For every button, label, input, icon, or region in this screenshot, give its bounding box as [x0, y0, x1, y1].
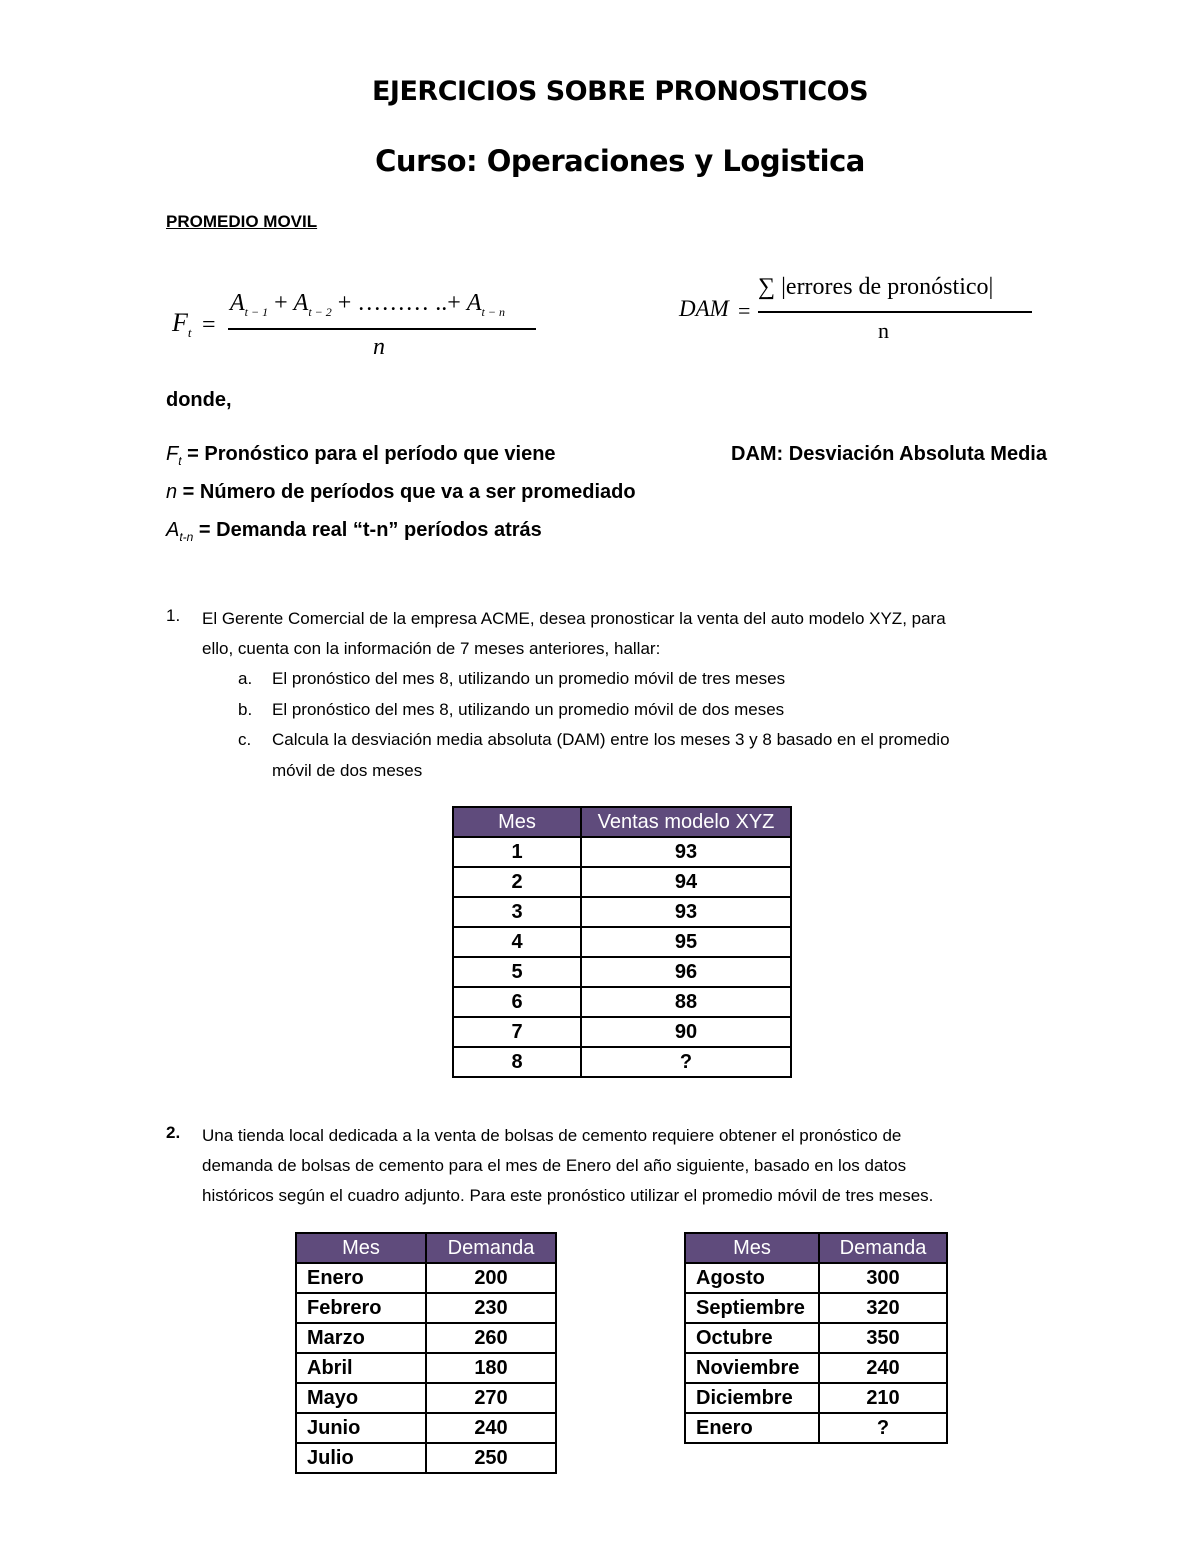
donde-label: donde, — [166, 389, 232, 411]
table-cell: 88 — [581, 987, 791, 1017]
dam-fraction-bar — [758, 311, 1032, 313]
column-header-demanda: Demanda — [819, 1233, 947, 1263]
table-cell: Diciembre — [685, 1383, 819, 1413]
document-title: EJERCICIOS SOBRE PRONOSTICOS — [371, 76, 869, 107]
exercise-2-number: 2. — [166, 1123, 181, 1142]
sales-table — [452, 806, 792, 1078]
section-heading: PROMEDIO MOVIL — [166, 212, 318, 231]
table-cell: 350 — [819, 1323, 947, 1353]
exercise-1-item-b: El pronóstico del mes 8, utilizando un promedio móvil de dos meses — [272, 700, 785, 719]
table-cell: Febrero — [296, 1293, 426, 1323]
table-cell: 240 — [426, 1413, 556, 1443]
definition-dam: DAM: Desviación Absoluta Media — [731, 443, 1047, 465]
table-row — [296, 1383, 556, 1413]
table-cell: Junio — [296, 1413, 426, 1443]
table-cell: 1 — [453, 837, 581, 867]
demand-table-right — [684, 1232, 948, 1444]
table-row — [296, 1323, 556, 1353]
dam-formula-numerator: ∑ |errores de pronóstico| — [758, 274, 994, 300]
table-row — [296, 1413, 556, 1443]
table-cell: 8 — [453, 1047, 581, 1077]
exercise-1-item-c-label: c. — [238, 730, 252, 749]
table-cell: 2 — [453, 867, 581, 897]
definition-a: $A_{t-n}$ = Demanda real “t-n” períodos atrás — [166, 519, 542, 544]
exercise-1-item-b-label: b. — [238, 700, 253, 719]
table-cell: 93 — [581, 837, 791, 867]
exercise-1-item-a: El pronóstico del mes 8, utilizando un promedio móvil de tres meses — [272, 669, 786, 688]
table-cell: 250 — [426, 1443, 556, 1473]
table-row — [685, 1263, 947, 1293]
table-cell: 270 — [426, 1383, 556, 1413]
exercise-2-line-2: demanda de bolsas de cemento para el mes de Enero del año siguiente, basado en los datos — [202, 1156, 907, 1175]
table-row — [453, 957, 791, 987]
table-cell: Noviembre — [685, 1353, 819, 1383]
table-cell: 240 — [819, 1353, 947, 1383]
formula-equals: = — [202, 312, 216, 338]
table-cell: 320 — [819, 1293, 947, 1323]
table-cell: Enero — [296, 1263, 426, 1293]
table-row — [685, 1293, 947, 1323]
table-cell: 90 — [581, 1017, 791, 1047]
table-cell: ? — [581, 1047, 791, 1077]
table-header-row — [296, 1233, 556, 1263]
table-header-row — [453, 807, 791, 837]
table-cell: 180 — [426, 1353, 556, 1383]
table-cell: Marzo — [296, 1323, 426, 1353]
column-header-demanda: Demanda — [426, 1233, 556, 1263]
demand-table-left — [295, 1232, 557, 1474]
moving-average-formula — [170, 282, 550, 362]
table-cell: Septiembre — [685, 1293, 819, 1323]
table-row — [453, 837, 791, 867]
table-cell: ? — [819, 1413, 947, 1443]
table-row — [685, 1323, 947, 1353]
table-cell: 200 — [426, 1263, 556, 1293]
table-cell: Agosto — [685, 1263, 819, 1293]
dam-formula — [676, 270, 1046, 350]
table-cell: 93 — [581, 897, 791, 927]
table-cell: 5 — [453, 957, 581, 987]
table-row — [685, 1383, 947, 1413]
table-cell: 210 — [819, 1383, 947, 1413]
table-cell: 300 — [819, 1263, 947, 1293]
exercise-1-number: 1. — [166, 606, 181, 625]
exercise-1-item-c-cont: móvil de dos meses — [272, 761, 423, 780]
table-row — [453, 867, 791, 897]
exercise-2-line-3: históricos según el cuadro adjunto. Para este pronóstico utilizar el promedio móvil de tres meses. — [202, 1186, 934, 1205]
table-cell: 4 — [453, 927, 581, 957]
table-cell: Enero — [685, 1413, 819, 1443]
column-header-mes: Mes — [453, 807, 581, 837]
exercise-1-line-1: El Gerente Comercial de la empresa ACME, desea pronosticar la venta del auto modelo XYZ, para — [202, 609, 946, 628]
table-row — [685, 1353, 947, 1383]
table-row — [296, 1263, 556, 1293]
table-row — [296, 1443, 556, 1473]
table-row — [453, 897, 791, 927]
definition-n: n = Número de períodos que va a ser promediado — [166, 481, 636, 503]
table-row — [453, 1047, 791, 1077]
definition-ft: $F_t$ = Pronóstico para el período que viene — [166, 443, 556, 468]
formula-numerator: $A_{t - 1} + A_{t - 2}$ + ……… ..+ $A_{t - n}$ — [230, 290, 505, 319]
dam-formula-lhs: DAM — [679, 296, 729, 321]
table-row — [453, 987, 791, 1017]
table-cell: 95 — [581, 927, 791, 957]
table-cell: 260 — [426, 1323, 556, 1353]
table-cell: Mayo — [296, 1383, 426, 1413]
column-header-ventas: Ventas modelo XYZ — [581, 807, 791, 837]
exercise-1-line-2: ello, cuenta con la información de 7 meses anteriores, hallar: — [202, 639, 661, 658]
exercise-1-item-a-label: a. — [238, 669, 253, 688]
table-row — [296, 1293, 556, 1323]
column-header-mes: Mes — [296, 1233, 426, 1263]
table-cell: 94 — [581, 867, 791, 897]
table-cell: 6 — [453, 987, 581, 1017]
table-cell: 230 — [426, 1293, 556, 1323]
table-row — [685, 1413, 947, 1443]
column-header-mes: Mes — [685, 1233, 819, 1263]
dam-formula-equals: = — [738, 298, 751, 323]
course-subtitle: Curso: Operaciones y Logistica — [375, 144, 865, 178]
table-row — [296, 1353, 556, 1383]
fraction-bar — [228, 328, 536, 330]
table-cell: 7 — [453, 1017, 581, 1047]
table-cell: Octubre — [685, 1323, 819, 1353]
table-cell: Abril — [296, 1353, 426, 1383]
formula-lhs: $F_t$ — [172, 308, 192, 341]
formula-denominator: n — [373, 334, 385, 360]
table-cell: 96 — [581, 957, 791, 987]
dam-formula-denominator: n — [878, 318, 889, 343]
exercise-1-item-c: Calcula la desviación media absoluta (DAM) entre los meses 3 y 8 basado en el promedio — [272, 730, 950, 749]
table-row — [453, 927, 791, 957]
table-cell: Julio — [296, 1443, 426, 1473]
table-header-row — [685, 1233, 947, 1263]
table-cell: 3 — [453, 897, 581, 927]
table-row — [453, 1017, 791, 1047]
exercise-2-line-1: Una tienda local dedicada a la venta de bolsas de cemento requiere obtener el pronóstico de — [202, 1126, 902, 1145]
